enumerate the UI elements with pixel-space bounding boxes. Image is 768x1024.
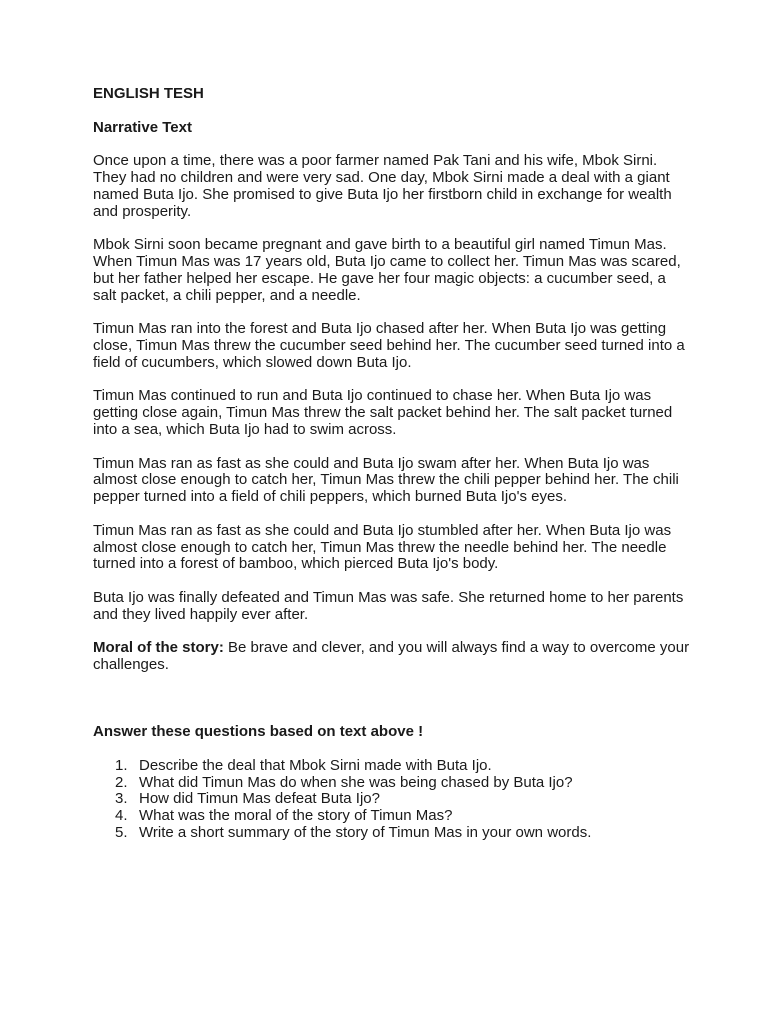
paragraph-1: Once upon a time, there was a poor farmer named Pak Tani and his wife, Mbok Sirni. They had no children and were very sad. One day, Mbok Sirni made a deal with a giant named Buta Ijo. She promised to give Buta Ijo her firstborn child in exchange for wealth and prosperity.: [93, 152, 672, 220]
paragraph-5: Timun Mas ran as fast as she could and Buta Ijo swam after her. When Buta Ijo was almost close enough to catch her, Timun Mas threw the chili pepper behind her. The chili pepper turned into a field of chili peppers, which burned Buta Ijo's eyes.: [93, 454, 679, 506]
question-text: What did Timun Mas do when she was being chased by Buta Ijo?: [139, 773, 573, 791]
paragraph-4: Timun Mas continued to run and Buta Ijo continued to chase her. When Buta Ijo was getting close again, Timun Mas threw the salt packet behind her. The salt packet turned into a sea, which Buta Ijo had to swim across.: [93, 387, 673, 438]
paragraph-7: Buta Ijo was finally defeated and Timun Mas was safe. She returned home to her parents and they lived happily ever after.: [93, 588, 684, 623]
question-text: Write a short summary of the story of Timun Mas in your own words.: [139, 824, 592, 842]
paragraph-3: Timun Mas ran into the forest and Buta Ijo chased after her. When Buta Ijo was getting close, Timun Mas threw the cucumber seed behind her. The cucumber seed turned into a field of cucumbers, which slowed down Buta Ijo.: [93, 320, 685, 371]
question-list: [93, 758, 693, 842]
question-number: 2.: [115, 773, 128, 791]
moral-label: Moral of the story:: [93, 639, 224, 657]
document-subtitle: Narrative Text: [93, 118, 192, 136]
section-spacer: [93, 691, 693, 725]
question-number: 3.: [115, 790, 128, 808]
question-text: How did Timun Mas defeat Buta Ijo?: [139, 790, 380, 808]
question-number: 4.: [115, 807, 128, 825]
question-number: 5.: [115, 824, 128, 842]
question-item: [93, 775, 693, 792]
questions-heading: Answer these questions based on text above !: [93, 723, 424, 741]
question-text: What was the moral of the story of Timun Mas?: [139, 807, 453, 825]
paragraph-2: Mbok Sirni soon became pregnant and gave birth to a beautiful girl named Timun Mas. When Timun Mas was 17 years old, Buta Ijo came to collect her. Timun Mas was scared, but her father helped her escape. He gave her four magic objects: a cucumber seed, a salt packet, a chili pepper, and a needle.: [93, 236, 681, 304]
question-number: 1.: [115, 756, 128, 774]
question-item: [93, 758, 693, 775]
question-item: [93, 808, 693, 825]
document-page: [93, 86, 693, 842]
moral-text: Be brave and clever, and you will always find a way to overcome your challenges.: [93, 639, 690, 674]
paragraph-6: Timun Mas ran as fast as she could and Buta Ijo stumbled after her. When Buta Ijo was almost close enough to catch her, Timun Mas threw the needle behind her. The needle turned into a forest of bamboo, which pierced Buta Ijo's body.: [93, 521, 672, 573]
document-title: ENGLISH TESH: [93, 85, 204, 102]
question-text: Describe the deal that Mbok Sirni made with Buta Ijo.: [139, 756, 492, 774]
question-item: [93, 825, 693, 842]
moral-paragraph: [93, 640, 693, 674]
question-item: [93, 791, 693, 808]
